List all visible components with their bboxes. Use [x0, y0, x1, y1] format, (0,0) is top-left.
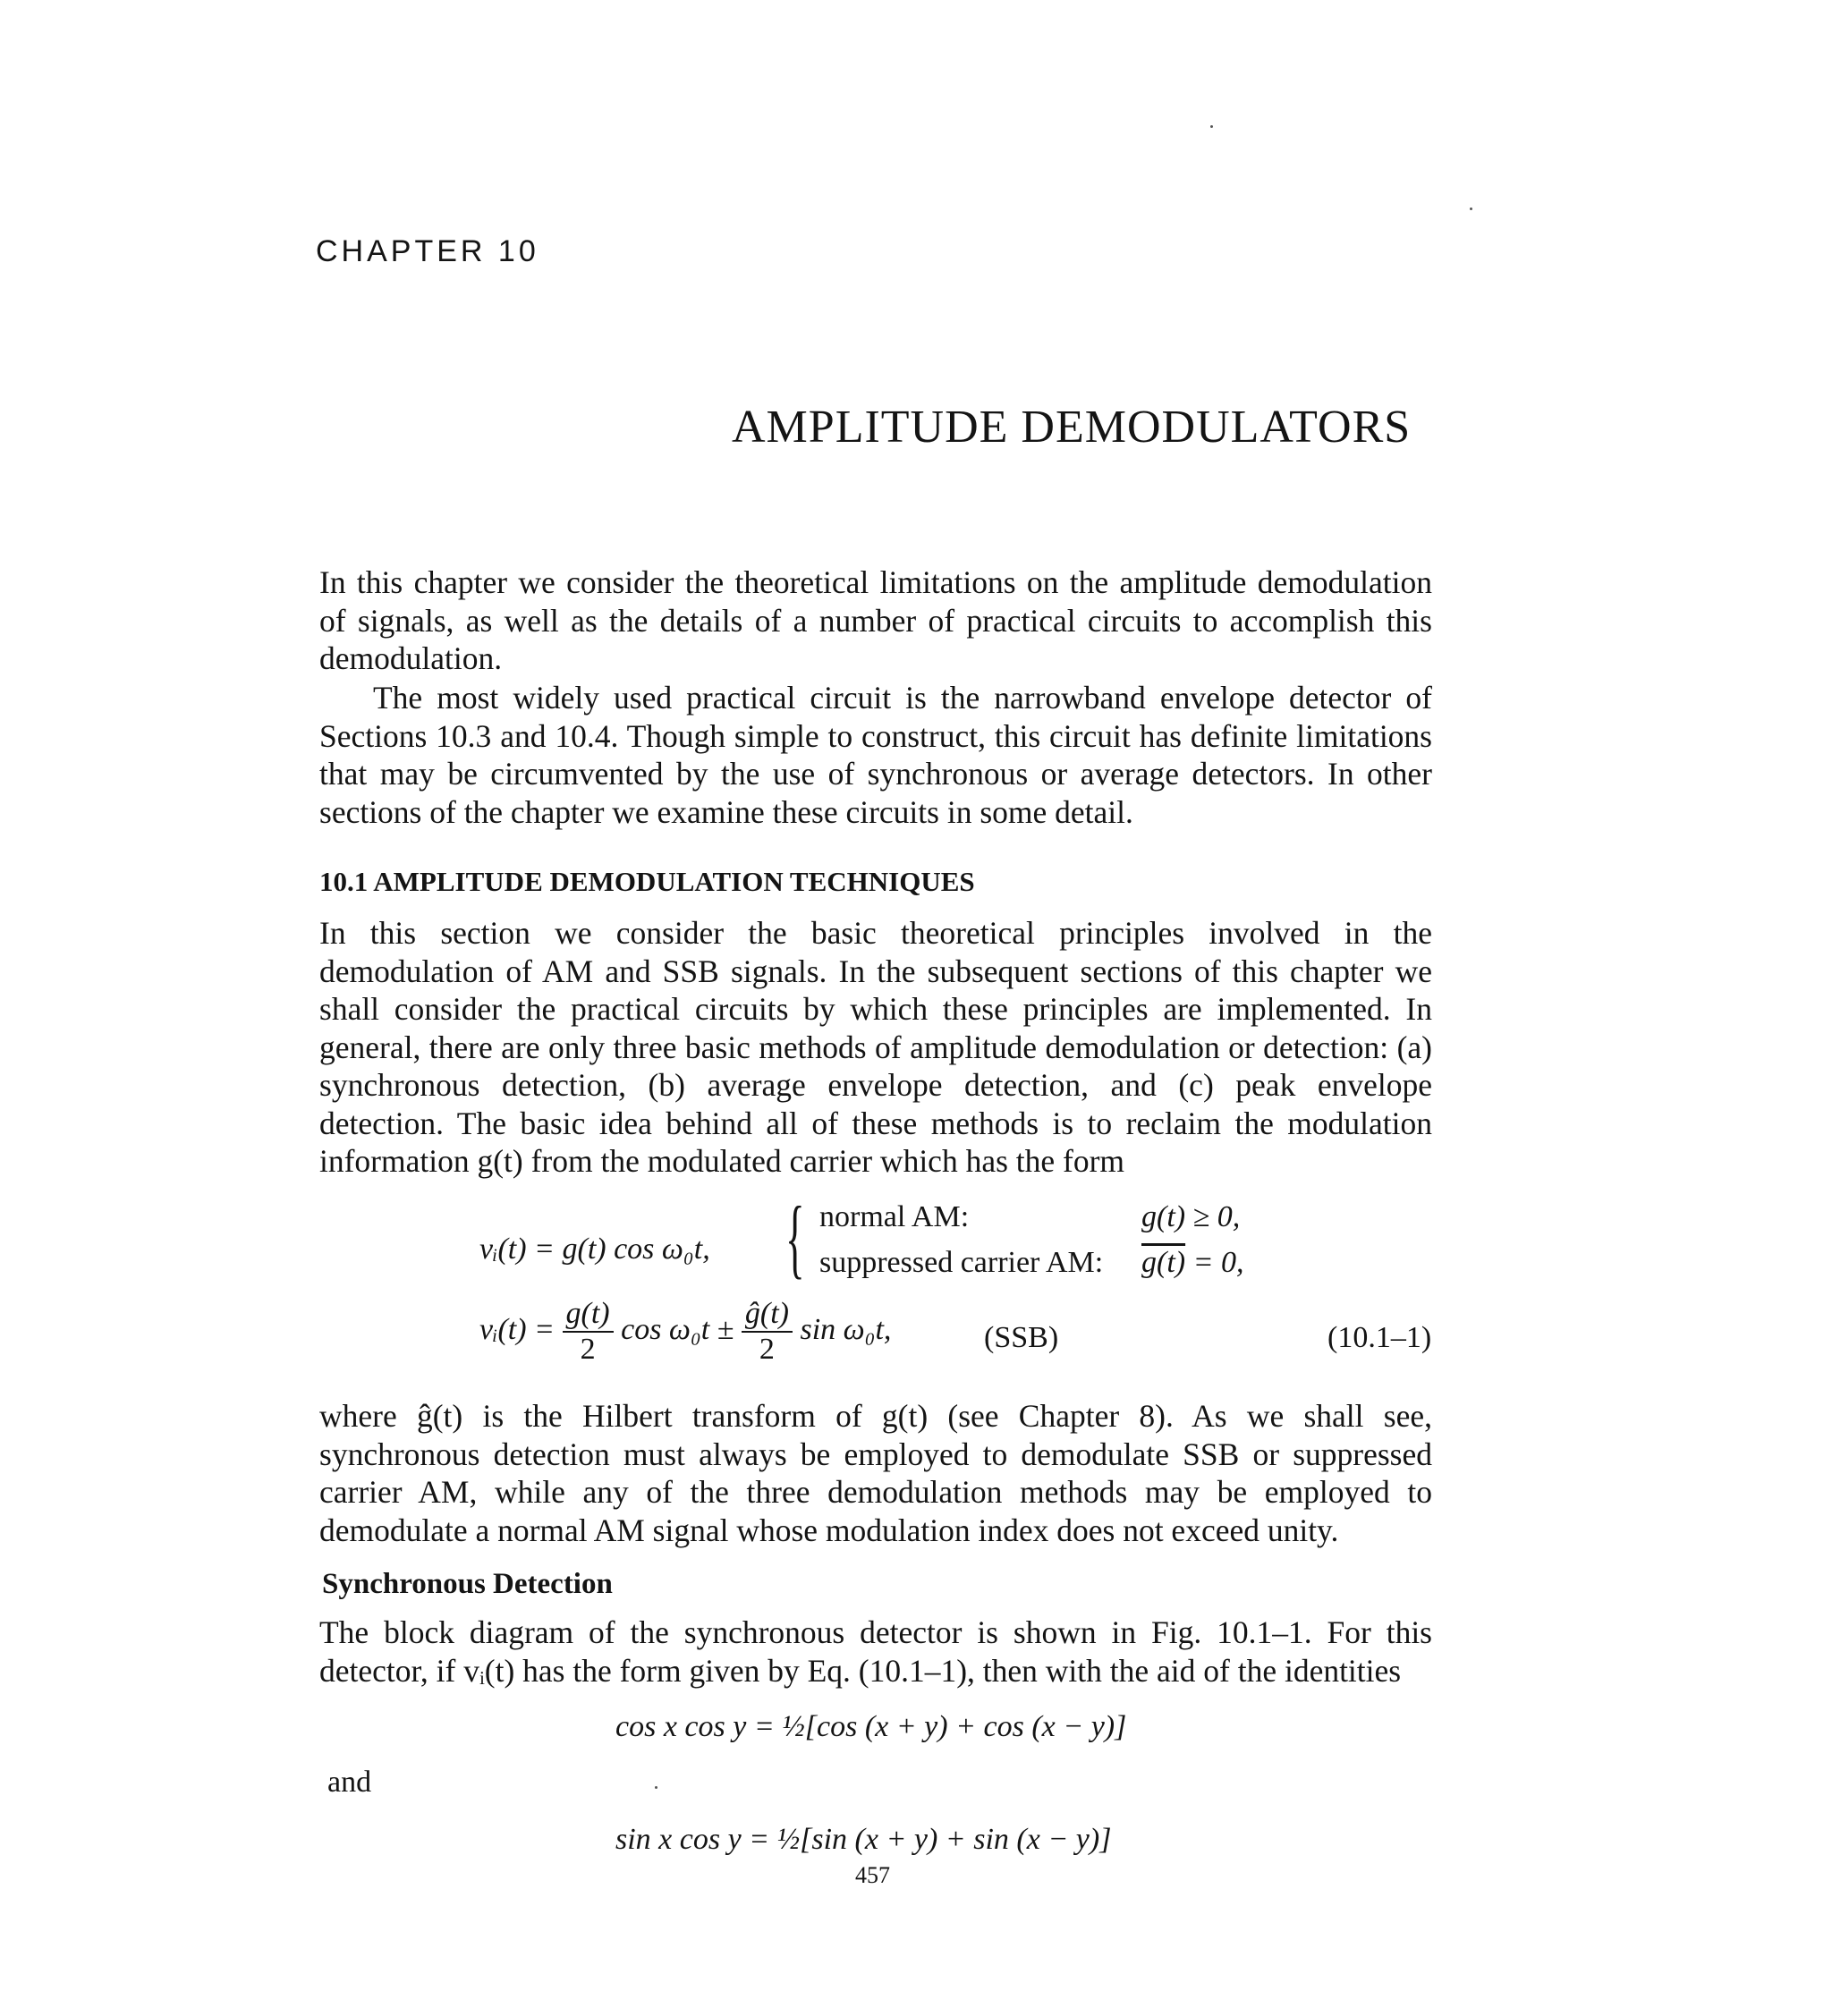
case-suppressed-carrier-label: suppressed carrier AM: — [819, 1246, 1104, 1279]
equation-2-tail: sin ω₀t, — [800, 1312, 892, 1346]
equation-2-middle: cos ω₀t ± — [621, 1312, 734, 1346]
chapter-title: AMPLITUDE DEMODULATORS — [732, 402, 1412, 453]
equation-1-lhs: vᵢ(t) = g(t) cos ω₀t, — [479, 1232, 710, 1266]
intro-paragraph-2: The most widely used practical circuit is the narrowband envelope detector of Sections 10.3 and 10.4. Though simple to construct, this circuit has definite limitations that may be circumvented by the use of synchronous or average detectors. In other sections of the chapter we examine these circuits in some detail. — [319, 680, 1432, 830]
identity-sin-cos: sin x cos y = ½[sin (x + y) + sin (x − y)] — [615, 1823, 1112, 1856]
case-normal-am-label: normal AM: — [819, 1200, 970, 1233]
intro-paragraph-1: In this chapter we consider the theoretical limitations on the amplitude demodulation of signals, as well as the details of a number of practical circuits to accomplish this demodulation. — [319, 564, 1432, 676]
subsection-paragraph: The block diagram of the synchronous detector is shown in Fig. 10.1–1. For this detector, if vᵢ(t) has the form given by Eq. (10.1–1), then with the aid of the identities — [319, 1614, 1432, 1689]
and-label: and — [327, 1766, 372, 1799]
case-suppressed-carrier-rest: = 0, — [1185, 1246, 1244, 1279]
section-heading: 10.1 AMPLITUDE DEMODULATION TECHNIQUES — [319, 866, 975, 897]
section-paragraph-1: In this section we consider the basic theoretical principles involved in the demodulation of AM and SSB signals. In the subsequent sections of this chapter we shall consider the practical circuits by which these principles are implemented. In general, there are only three basic methods of amplitude demodulation or detection: (a) synchronous detection, (b) average envelope detection, and (c) peak envelope detection. The basic idea behind all of these methods is to reclaim the modulation information g(t) from the modulated carrier which has the form — [319, 915, 1432, 1179]
equation-2-lhs: vᵢ(t) = — [479, 1312, 556, 1346]
fraction-2-numerator: ĝ(t) — [742, 1297, 793, 1333]
scan-speck — [1470, 208, 1472, 210]
fraction-1-numerator: g(t) — [563, 1297, 614, 1333]
subsection-heading: Synchronous Detection — [322, 1568, 613, 1600]
scan-speck — [1210, 125, 1213, 128]
fraction-2-denominator: 2 — [759, 1333, 775, 1366]
case-suppressed-carrier-g: g(t) — [1141, 1246, 1186, 1279]
page-number: 457 — [855, 1862, 890, 1888]
identity-cos-cos: cos x cos y = ½[cos (x + y) + cos (x − y)] — [615, 1710, 1127, 1743]
cases-brace: { — [785, 1188, 805, 1287]
case-normal-am-condition: g(t) ≥ 0, — [1141, 1200, 1241, 1233]
equation-2-fraction-1 — [563, 1297, 614, 1367]
fraction-1-denominator: 2 — [580, 1333, 596, 1366]
after-equation-paragraph: where ĝ(t) is the Hilbert transform of g(t) (see Chapter 8). As we shall see, synchronous detection must always be employed to demodulate SSB or suppressed carrier AM, while any of the three demodulation methods may be employed to demodulate a normal AM signal whose modulation index does not exceed unity. — [319, 1398, 1432, 1548]
equation-2-ssb-tag: (SSB) — [984, 1321, 1059, 1354]
case-suppressed-carrier-condition — [1141, 1246, 1244, 1280]
equation-2 — [479, 1297, 891, 1367]
scan-speck — [655, 1786, 657, 1789]
equation-number: (10.1–1) — [1327, 1321, 1432, 1354]
chapter-label: CHAPTER 10 — [316, 234, 539, 268]
equation-2-fraction-2 — [742, 1297, 793, 1367]
